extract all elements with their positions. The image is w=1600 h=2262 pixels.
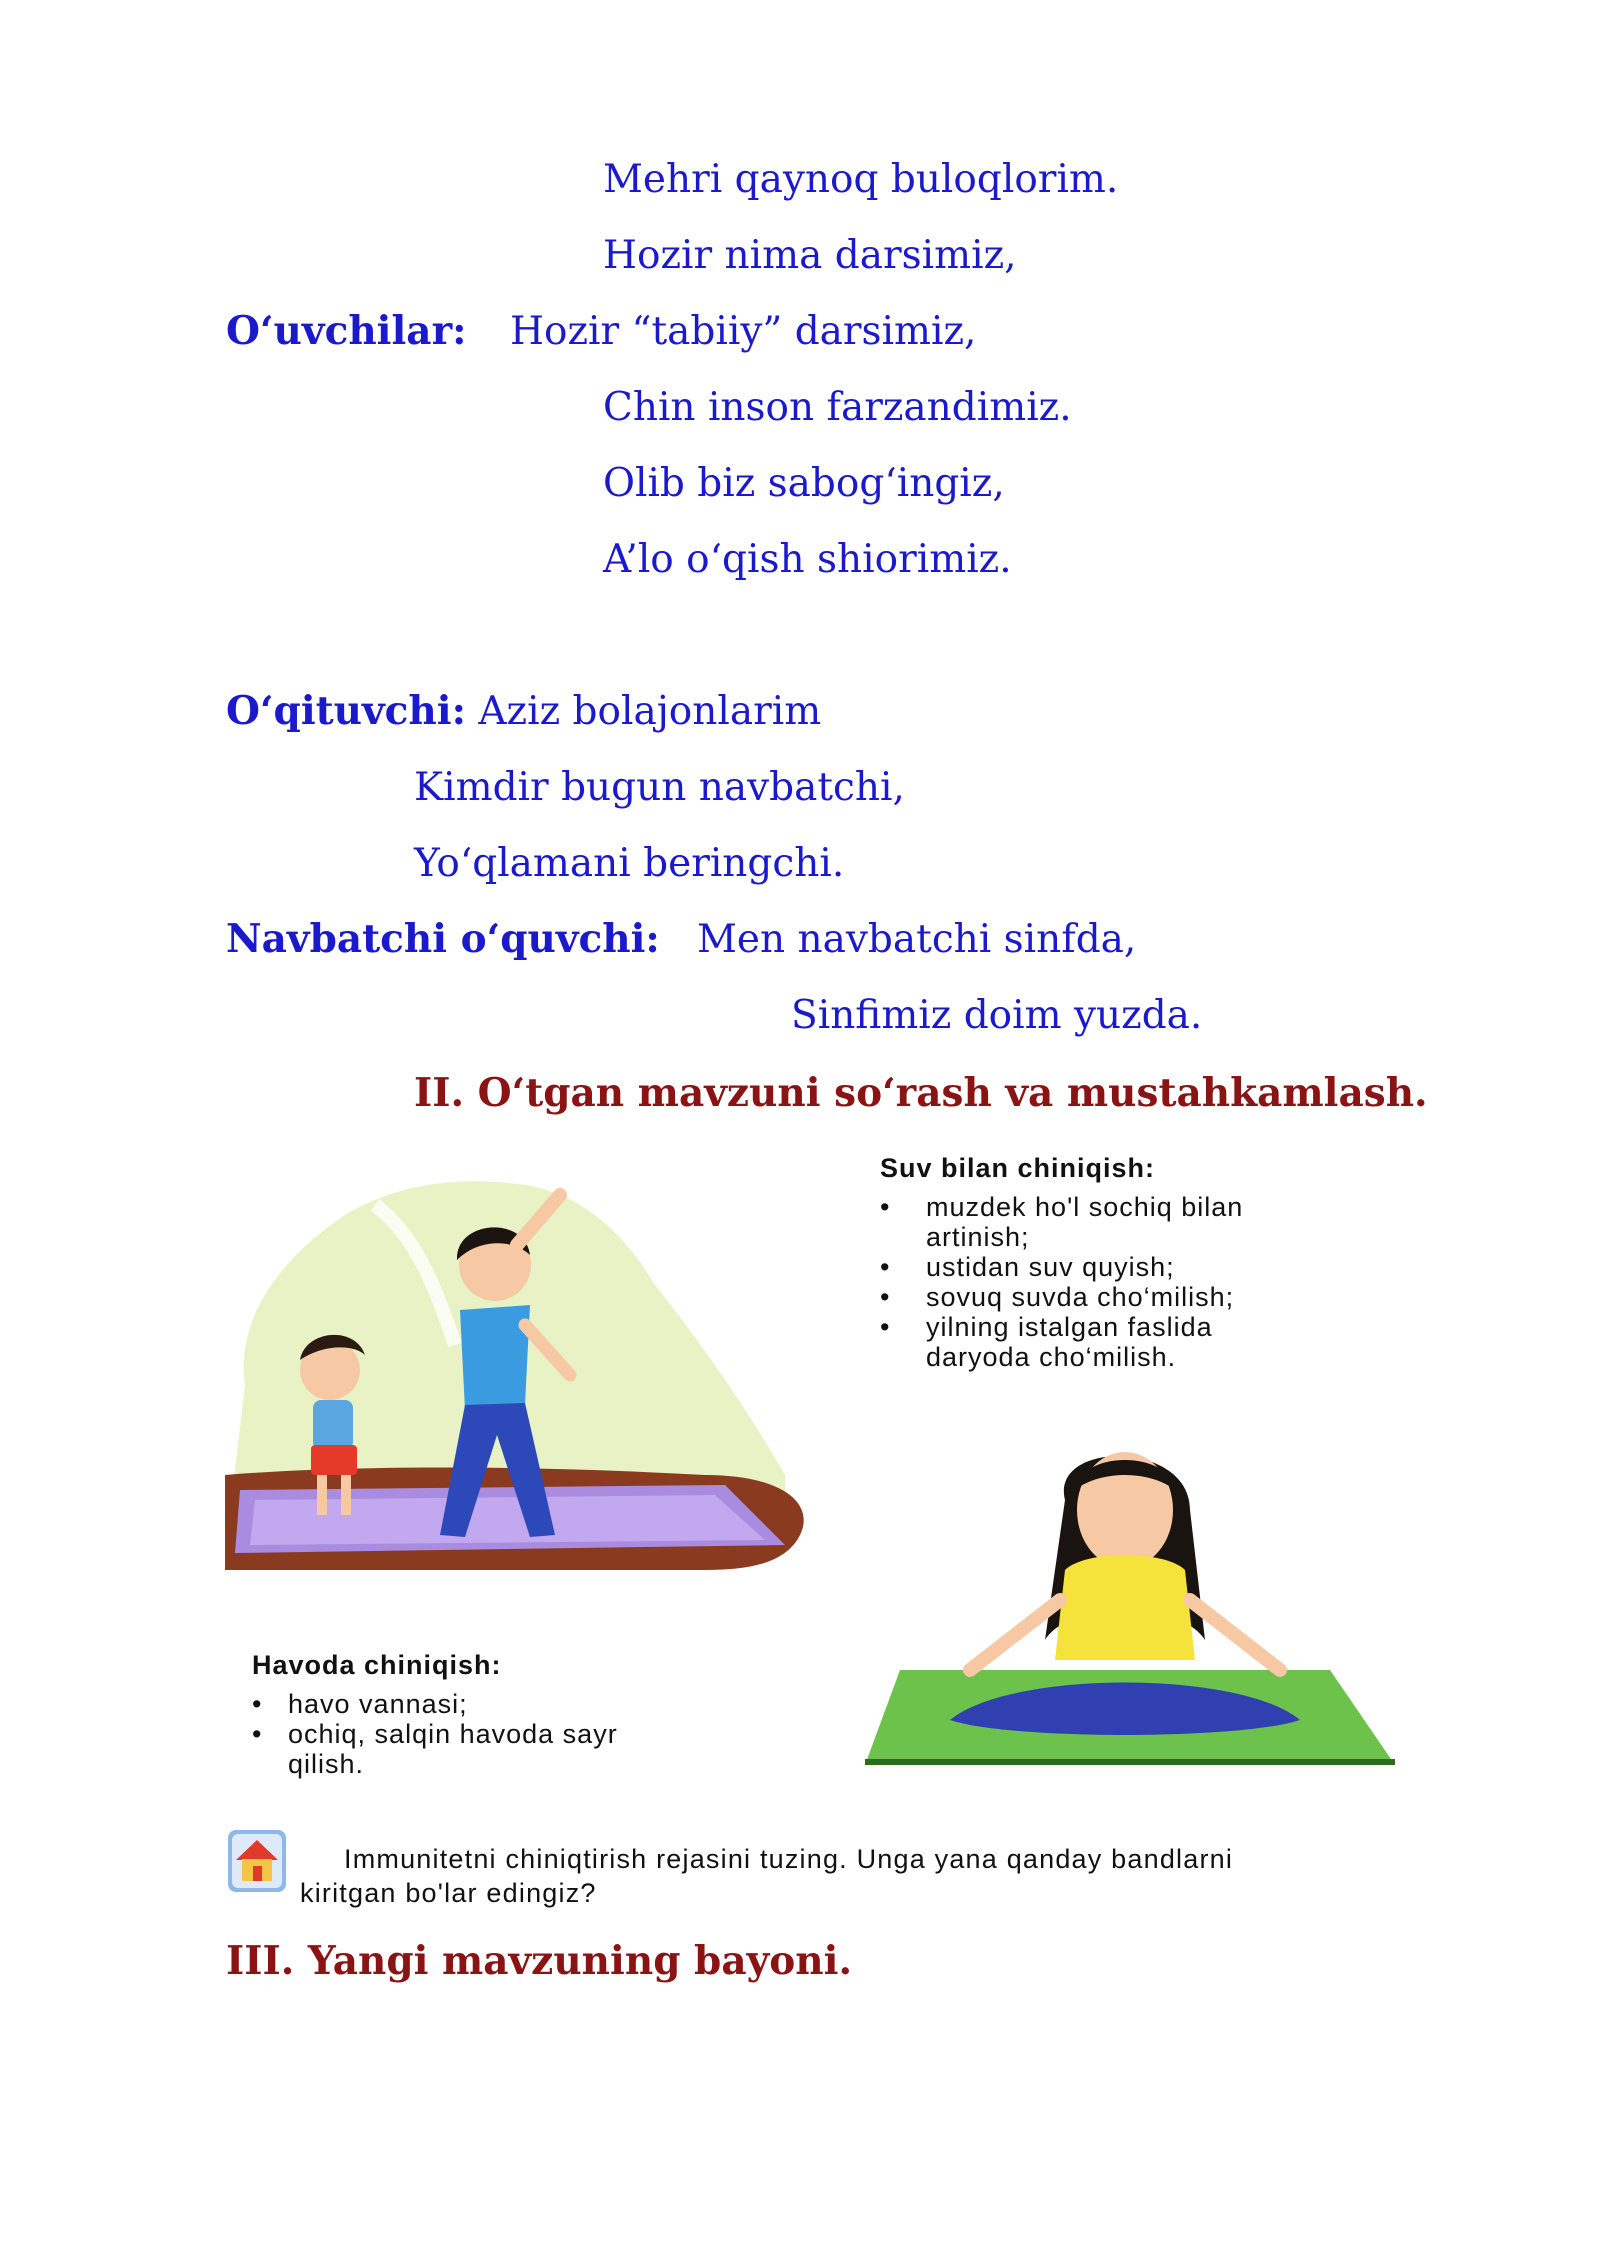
homework-text: Immunitetni chiniqtirish rejasini tuzing. Unga yana qanday bandlarni kiritgan bo'lar edingiz?: [300, 1844, 1234, 1908]
list-item: • yilning istalgan faslida daryoda cho‘milish.: [880, 1312, 1320, 1372]
duty-pupil-label: Navbatchi o‘quvchi:: [226, 916, 660, 962]
air-box-title: Havoda chiniqish:: [252, 1650, 502, 1680]
poem-line: Olib biz sabog‘ingiz,: [603, 461, 1005, 506]
pupils-label: O‘uvchilar:: [226, 308, 467, 354]
poem-line: Aziz bolajonlarim: [478, 689, 822, 734]
poem-line: Men navbatchi sinfda,: [697, 917, 1137, 962]
poem-line: Mehri qaynoq buloqlorim.: [603, 157, 1119, 202]
poem-line: Chin inson farzandimiz.: [603, 385, 1072, 430]
section-2-heading: II. O‘tgan mavzuni so‘rash va mustahkamlash.: [414, 1070, 1428, 1116]
meditation-illustration: [860, 1430, 1400, 1770]
list-item: • sovuq suvda cho‘milish;: [880, 1282, 1320, 1312]
exercise-illustration: [225, 1175, 815, 1580]
list-item: • havo vannasi;: [252, 1689, 692, 1719]
teacher-line-1: [226, 688, 822, 734]
section-3-heading: III. Yangi mavzuning bayoni.: [226, 1938, 853, 1984]
poem-line: Kimdir bugun navbatchi,: [414, 765, 905, 810]
poem-line: A’lo o‘qish shiorimiz.: [603, 537, 1012, 582]
house-icon: [226, 1828, 288, 1894]
poem-line: Hozir nima darsimiz,: [603, 233, 1017, 278]
list-item: • muzdek ho'l sochiq bilan artinish;: [880, 1192, 1320, 1252]
water-list: [880, 1192, 1320, 1372]
water-box-title: Suv bilan chiniqish:: [880, 1153, 1156, 1183]
poem-line: Sinfimiz doim yuzda.: [791, 993, 1203, 1038]
water-box: [880, 1153, 1320, 1372]
air-list: [252, 1689, 692, 1779]
poem-line: Hozir “tabiiy” darsimiz,: [510, 309, 977, 354]
teacher-label: O‘qituvchi:: [226, 688, 466, 734]
air-box: [252, 1650, 692, 1779]
list-item: • ochiq, salqin havoda sayr qilish.: [252, 1719, 692, 1779]
list-item: • ustidan suv quyish;: [880, 1252, 1320, 1282]
poem-line: Yo‘qlamani beringchi.: [414, 841, 845, 886]
